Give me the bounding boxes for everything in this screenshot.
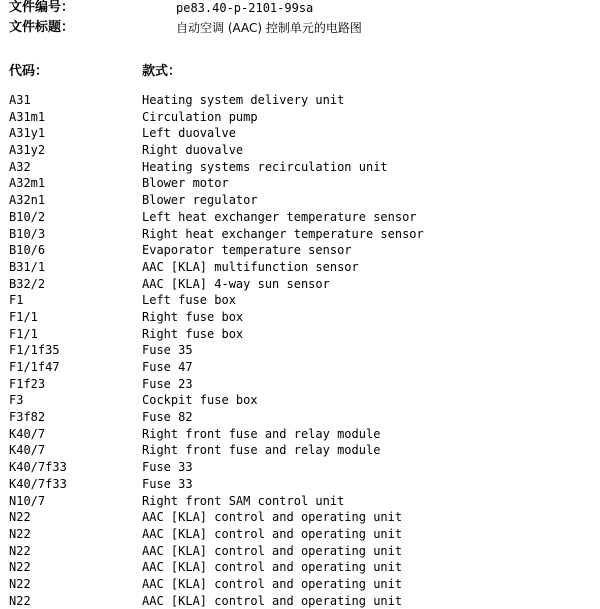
list-item <box>0 593 600 609</box>
component-code: B32/2 <box>9 276 46 291</box>
component-description: Left fuse box <box>142 293 236 308</box>
component-description: Fuse 23 <box>142 376 193 391</box>
list-item <box>0 175 600 192</box>
component-code: A32m1 <box>9 176 46 191</box>
component-description: Right front fuse and relay module <box>142 426 381 441</box>
component-description: Right fuse box <box>142 309 244 324</box>
component-description: Fuse 35 <box>142 343 193 358</box>
component-description: Blower regulator <box>142 193 258 208</box>
component-description: AAC [KLA] control and operating unit <box>142 510 403 525</box>
list-item <box>0 342 600 359</box>
component-description: Cockpit fuse box <box>142 393 258 408</box>
list-item <box>0 559 600 576</box>
component-code: B10/6 <box>9 243 46 258</box>
component-description: Right duovalve <box>142 143 244 158</box>
component-description: AAC [KLA] control and operating unit <box>142 526 403 541</box>
component-code: N22 <box>9 510 31 525</box>
list-item <box>0 209 600 226</box>
list-item <box>0 376 600 393</box>
component-description: AAC [KLA] control and operating unit <box>142 543 403 558</box>
component-code: B10/3 <box>9 226 46 241</box>
component-code: A31y2 <box>9 143 46 158</box>
component-list <box>0 92 600 609</box>
list-item <box>0 159 600 176</box>
list-item <box>0 576 600 593</box>
list-item <box>0 409 600 426</box>
component-description: AAC [KLA] multifunction sensor <box>142 259 359 274</box>
component-code: K40/7 <box>9 426 46 441</box>
component-code: A31m1 <box>9 109 46 124</box>
component-code: A32n1 <box>9 193 46 208</box>
component-code: N10/7 <box>9 493 46 508</box>
component-description: Evaporator temperature sensor <box>142 243 352 258</box>
component-description: Right front SAM control unit <box>142 493 345 508</box>
component-code: F1f23 <box>9 376 46 391</box>
component-description: Fuse 47 <box>142 360 193 374</box>
list-item <box>0 442 600 459</box>
component-description: Left heat exchanger temperature sensor <box>142 209 417 224</box>
component-description: AAC [KLA] control and operating unit <box>142 576 403 591</box>
component-description: Right fuse box <box>142 326 244 341</box>
list-item <box>0 326 600 343</box>
component-code: K40/7f33 <box>9 476 67 491</box>
list-item <box>0 543 600 560</box>
component-description: Heating systems recirculation unit <box>142 159 388 174</box>
component-code: F1/1f47 <box>9 360 60 374</box>
list-item <box>0 359 600 376</box>
component-code: N22 <box>9 593 31 608</box>
component-code: F3f82 <box>9 410 46 425</box>
component-description: AAC [KLA] control and operating unit <box>142 560 403 575</box>
component-code: N22 <box>9 526 31 541</box>
list-item <box>0 509 600 526</box>
list-item <box>0 192 600 209</box>
list-item <box>0 125 600 142</box>
component-code: F3 <box>9 393 24 408</box>
component-description: Fuse 82 <box>142 410 193 425</box>
list-item <box>0 109 600 126</box>
doc-number-value: pe83.40-p-2101-99sa <box>176 1 314 15</box>
list-item <box>0 392 600 409</box>
component-code: A32 <box>9 159 31 174</box>
list-item <box>0 92 600 109</box>
component-code: F1/1 <box>9 309 38 324</box>
list-item <box>0 276 600 293</box>
component-description: Fuse 33 <box>142 460 193 475</box>
component-description: AAC [KLA] 4-way sun sensor <box>142 276 330 291</box>
doc-title-value: 自动空调 (AAC) 控制单元的电路图 <box>176 21 362 35</box>
list-item <box>0 493 600 510</box>
list-item <box>0 426 600 443</box>
component-code: F1 <box>9 293 24 308</box>
component-code: N22 <box>9 543 31 558</box>
component-description: Blower motor <box>142 176 229 191</box>
list-item <box>0 526 600 543</box>
component-code: F1/1 <box>9 326 38 341</box>
description-column-header: 款式： <box>142 64 182 79</box>
list-item <box>0 142 600 159</box>
list-item <box>0 476 600 493</box>
component-code: B10/2 <box>9 209 46 224</box>
list-item <box>0 226 600 243</box>
doc-title-label: 文件标题： <box>9 20 75 35</box>
component-description: Heating system delivery unit <box>142 93 345 107</box>
list-item <box>0 259 600 276</box>
component-description: Right front fuse and relay module <box>142 443 381 458</box>
code-column-header: 代码： <box>9 64 49 79</box>
component-code: A31 <box>9 93 31 107</box>
doc-number-label: 文件编号： <box>9 0 75 15</box>
component-description: Right heat exchanger temperature sensor <box>142 226 424 241</box>
component-code: K40/7f33 <box>9 460 67 475</box>
list-item <box>0 309 600 326</box>
component-description: Fuse 33 <box>142 476 193 491</box>
component-code: K40/7 <box>9 443 46 458</box>
component-description: Left duovalve <box>142 126 236 141</box>
component-code: F1/1f35 <box>9 343 60 358</box>
component-code: N22 <box>9 560 31 575</box>
list-item <box>0 292 600 309</box>
list-item <box>0 242 600 259</box>
component-description: Circulation pump <box>142 109 258 124</box>
component-code: N22 <box>9 576 31 591</box>
component-code: B31/1 <box>9 259 46 274</box>
list-item <box>0 459 600 476</box>
component-code: A31y1 <box>9 126 46 141</box>
component-description: AAC [KLA] control and operating unit <box>142 593 403 608</box>
